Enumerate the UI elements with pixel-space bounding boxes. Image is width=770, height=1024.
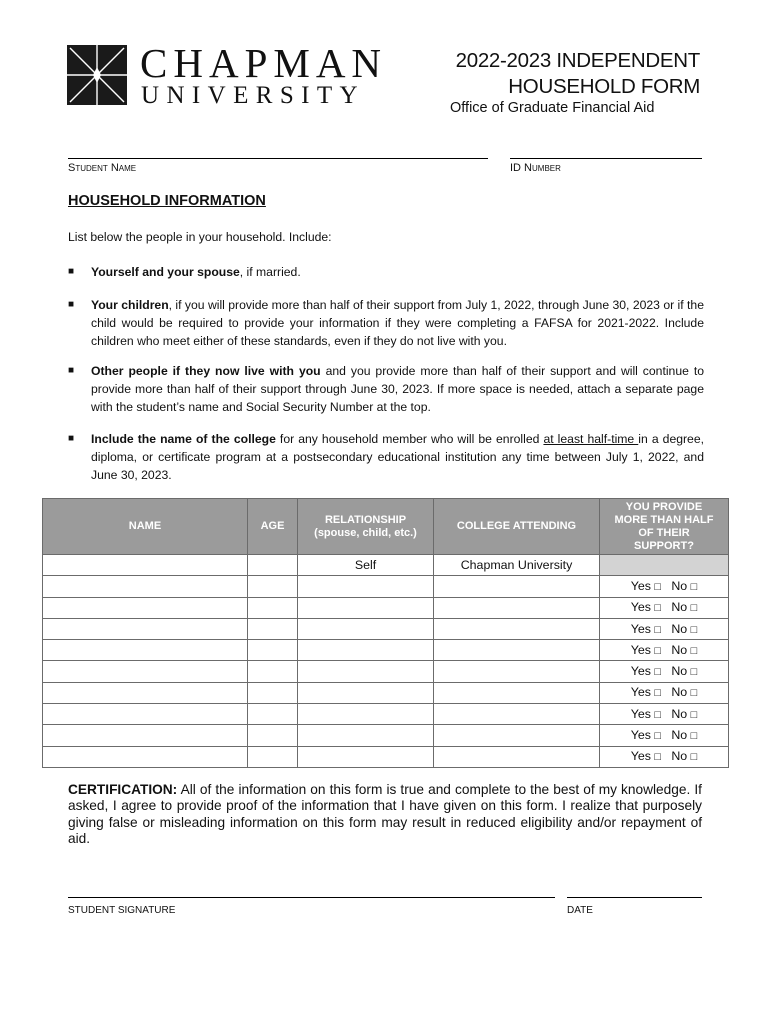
student-name-field[interactable] [68, 158, 488, 159]
support-cell-disabled [600, 555, 729, 576]
relationship-cell[interactable] [298, 746, 434, 767]
no-checkbox[interactable]: □ [690, 602, 698, 615]
yes-checkbox[interactable]: □ [654, 666, 662, 679]
col-header-support-line2: MORE THAN HALF [614, 513, 714, 526]
col-header-college: COLLEGE ATTENDING [434, 499, 600, 555]
chapman-logo-icon [67, 45, 127, 105]
bullet-icon: ■ [68, 365, 75, 376]
college-cell: Chapman University [434, 555, 600, 576]
no-checkbox[interactable]: □ [690, 623, 698, 636]
list-item [68, 263, 704, 281]
no-label: No [671, 749, 688, 764]
yes-label: Yes [630, 664, 651, 679]
name-cell[interactable] [43, 576, 248, 597]
support-cell [600, 661, 729, 682]
no-label: No [671, 642, 688, 657]
yes-label: Yes [630, 749, 651, 764]
bullet-bold: Yourself and your spouse [91, 265, 240, 279]
no-checkbox[interactable]: □ [690, 730, 698, 743]
form-title-line2: HOUSEHOLD FORM [508, 75, 700, 98]
support-cell [600, 746, 729, 767]
bullet-text: , if you will provide more than half of their support from July 1, 2022, through June 30, 2023 or if the child would be required to provide your information if they were completing a FAFSA for 2021-2022. Include children who meet either of these standards, even if they do not live with you. [91, 298, 704, 348]
college-cell[interactable] [434, 576, 600, 597]
col-header-support-line3: OF THEIR [638, 526, 690, 539]
bullet-bold: Include the name of the college [91, 432, 276, 446]
yes-checkbox[interactable]: □ [654, 623, 662, 636]
table-row [43, 746, 729, 767]
certification-text [68, 782, 702, 848]
age-cell[interactable] [248, 682, 298, 703]
age-cell[interactable] [248, 640, 298, 661]
yes-checkbox[interactable]: □ [654, 730, 662, 743]
bullet-icon: ■ [68, 299, 75, 310]
table-row [43, 597, 729, 618]
age-cell[interactable] [248, 555, 298, 576]
name-cell[interactable] [43, 704, 248, 725]
student-signature-label: STUDENT SIGNATURE [68, 905, 176, 916]
support-cell [600, 725, 729, 746]
yes-checkbox[interactable]: □ [654, 751, 662, 764]
yes-checkbox[interactable]: □ [654, 602, 662, 615]
bullet-text: in a degree, diploma, or certificate program at a postsecondary educational institution any time between July 1, 2022, and June 30, 2023. [91, 432, 705, 482]
certification-label: CERTIFICATION: [68, 782, 178, 797]
name-cell[interactable] [43, 682, 248, 703]
yes-checkbox[interactable]: □ [654, 580, 662, 593]
name-cell[interactable] [43, 746, 248, 767]
table-row [43, 682, 729, 703]
list-item [68, 362, 704, 416]
relationship-cell[interactable] [298, 661, 434, 682]
no-checkbox[interactable]: □ [690, 580, 698, 593]
student-signature-field[interactable] [68, 897, 555, 898]
no-checkbox[interactable]: □ [690, 644, 698, 657]
logo-wordmark-university: UNIVERSITY [141, 82, 365, 109]
bullet-icon: ■ [68, 266, 75, 277]
yes-checkbox[interactable]: □ [654, 644, 662, 657]
support-cell [600, 704, 729, 725]
yes-checkbox[interactable]: □ [654, 708, 662, 721]
college-cell[interactable] [434, 597, 600, 618]
yes-label: Yes [630, 642, 651, 657]
no-label: No [671, 706, 688, 721]
no-label: No [671, 578, 688, 593]
age-cell[interactable] [248, 661, 298, 682]
bullet-bold: Other people if they now live with you [91, 364, 321, 378]
relationship-cell[interactable] [298, 725, 434, 746]
age-cell[interactable] [248, 704, 298, 725]
college-cell[interactable] [434, 661, 600, 682]
yes-checkbox[interactable]: □ [654, 687, 662, 700]
table-row [43, 725, 729, 746]
relationship-cell[interactable] [298, 597, 434, 618]
yes-label: Yes [630, 578, 651, 593]
no-checkbox[interactable]: □ [690, 687, 698, 700]
certification-body: All of the information on this form is true and complete to the best of my knowledge. If asked, I agree to provide proof of the information that I have given on this form. I realize that purposely giving false or misleading information on this form may result in reduced eligibility and/or repayment of aid. [68, 782, 702, 847]
household-table [42, 498, 729, 768]
college-cell[interactable] [434, 725, 600, 746]
age-cell[interactable] [248, 725, 298, 746]
support-cell [600, 597, 729, 618]
id-number-label: ID Number [510, 162, 561, 174]
student-name-label: Student Name [68, 162, 137, 174]
college-cell[interactable] [434, 618, 600, 639]
age-cell[interactable] [248, 618, 298, 639]
col-header-support-line1: YOU PROVIDE [625, 500, 703, 513]
yes-label: Yes [630, 685, 651, 700]
table-row [43, 640, 729, 661]
relationship-cell[interactable] [298, 618, 434, 639]
col-header-relationship-line1: RELATIONSHIP [324, 513, 407, 526]
name-cell[interactable] [43, 640, 248, 661]
no-label: No [671, 621, 688, 636]
bullet-icon: ■ [68, 433, 75, 444]
yes-label: Yes [630, 706, 651, 721]
table-body [43, 555, 729, 768]
table-row [43, 704, 729, 725]
age-cell[interactable] [248, 746, 298, 767]
no-checkbox[interactable]: □ [690, 666, 698, 679]
relationship-cell[interactable] [298, 704, 434, 725]
relationship-cell: Self [298, 555, 434, 576]
form-subtitle: Office of Graduate Financial Aid [450, 100, 655, 116]
college-cell[interactable] [434, 682, 600, 703]
relationship-cell[interactable] [298, 640, 434, 661]
name-cell[interactable] [43, 661, 248, 682]
bullet-text: and you provide more than half of their support and will continue to provide more than half of their support through June 30, 2023. If more space is needed, attach a separate page with the student’s name and Social Security Number at the top. [91, 364, 704, 414]
id-number-field[interactable] [510, 158, 702, 159]
date-label: DATE [567, 905, 593, 916]
college-cell[interactable] [434, 640, 600, 661]
table-row [43, 576, 729, 597]
relationship-cell[interactable] [298, 576, 434, 597]
table-row [43, 618, 729, 639]
yes-label: Yes [630, 621, 651, 636]
bullet-underlined: at least half-time [543, 432, 639, 446]
yes-label: Yes [630, 600, 651, 615]
list-item [68, 296, 704, 350]
name-cell[interactable] [43, 555, 248, 576]
no-label: No [671, 600, 688, 615]
col-header-relationship-line2: (spouse, child, etc.) [314, 526, 417, 539]
form-title-line1: 2022-2023 INDEPENDENT [455, 49, 700, 72]
name-cell[interactable] [43, 725, 248, 746]
no-label: No [671, 685, 688, 700]
col-header-relationship [298, 499, 434, 555]
name-cell[interactable] [43, 597, 248, 618]
table-header-row [43, 499, 729, 555]
bullet-text: for any household member who will be enrolled [275, 432, 544, 446]
list-item [68, 430, 704, 484]
age-cell[interactable] [248, 597, 298, 618]
college-cell[interactable] [434, 746, 600, 767]
no-checkbox[interactable]: □ [690, 751, 698, 764]
date-field[interactable] [567, 897, 702, 898]
bullet-bold: Your children [91, 298, 169, 312]
form-title [380, 48, 700, 100]
section-title: HOUSEHOLD INFORMATION [68, 193, 266, 209]
support-cell [600, 682, 729, 703]
table-row [43, 661, 729, 682]
intro-text: List below the people in your household. Include: [68, 230, 332, 244]
support-cell [600, 576, 729, 597]
col-header-name: NAME [43, 499, 248, 555]
col-header-age: AGE [248, 499, 298, 555]
no-label: No [671, 728, 688, 743]
logo-wordmark-chapman: CHAPMAN [140, 40, 388, 86]
table-row [43, 555, 729, 576]
age-cell[interactable] [248, 576, 298, 597]
support-cell [600, 640, 729, 661]
relationship-cell[interactable] [298, 682, 434, 703]
col-header-support [600, 499, 729, 555]
college-cell[interactable] [434, 704, 600, 725]
no-label: No [671, 664, 688, 679]
support-cell [600, 618, 729, 639]
yes-label: Yes [630, 728, 651, 743]
bullet-text: , if married. [239, 265, 301, 279]
no-checkbox[interactable]: □ [690, 708, 698, 721]
col-header-support-line4: SUPPORT? [634, 539, 694, 552]
name-cell[interactable] [43, 618, 248, 639]
